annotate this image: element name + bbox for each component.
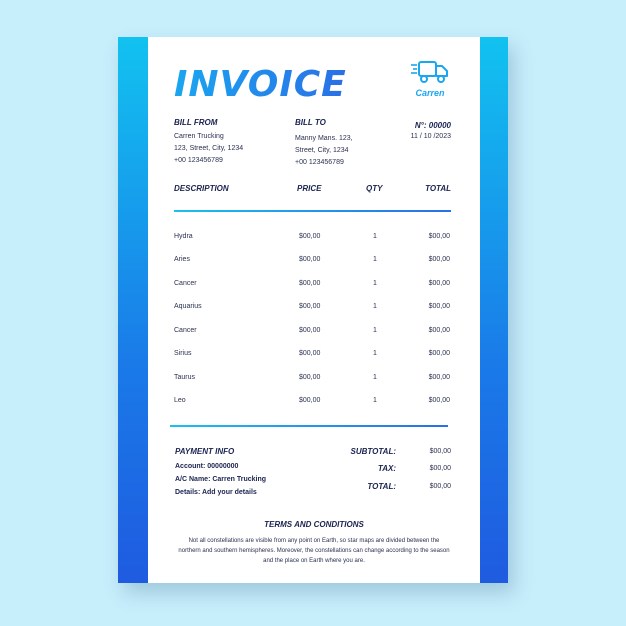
subtotal-value: $00,00 [429,448,451,455]
total-value: $00,00 [429,483,451,490]
bill-to-label: BILL TO [295,118,326,127]
invoice-title: INVOICE [174,64,347,105]
row-description: Taurus [174,374,196,381]
table-row [174,397,452,409]
row-qty: 1 [373,303,377,310]
row-total: $00,00 [428,303,450,310]
bill-to-line-1: Manny Mans. 123, [295,135,353,142]
payment-account: Account: 00000000 [175,463,239,470]
row-qty: 1 [373,374,377,381]
bill-from-label: BILL FROM [174,118,218,127]
row-qty: 1 [373,256,377,263]
row-description: Cancer [174,280,197,287]
row-price: $00,00 [299,280,321,287]
header-price: PRICE [297,184,322,193]
row-price: $00,00 [299,256,321,263]
bill-to-line-3: +00 123456789 [295,159,344,166]
row-qty: 1 [373,280,377,287]
total-label: TOTAL: [367,482,396,491]
tax-label: TAX: [377,464,396,473]
row-description: Cancer [174,327,197,334]
payment-info-label: PAYMENT INFO [175,447,235,456]
row-total: $00,00 [428,397,450,404]
row-description: Aries [174,256,190,263]
truck-icon [410,59,450,85]
row-total: $00,00 [428,327,450,334]
row-qty: 1 [373,327,377,334]
bill-from-line-1: Carren Trucking [174,133,224,140]
table-row [174,280,452,292]
header-total: TOTAL [425,184,451,193]
row-price: $00,00 [299,374,321,381]
row-price: $00,00 [299,327,321,334]
table-row [174,233,452,245]
bill-to-line-2: Street, City, 1234 [295,147,349,154]
table-row [174,303,452,315]
invoice-date: 11 / 10 /2023 [410,133,451,140]
row-price: $00,00 [299,350,321,357]
header-divider [174,210,451,212]
subtotal-label: SUBTOTAL: [350,447,396,456]
brand-name: Carren [415,88,445,98]
invoice-number: N°: 00000 [414,121,451,130]
row-qty: 1 [373,350,377,357]
row-price: $00,00 [299,397,321,404]
row-qty: 1 [373,397,377,404]
row-qty: 1 [373,233,377,240]
row-price: $00,00 [299,303,321,310]
bill-from-line-2: 123, Street, City, 1234 [174,145,244,152]
table-row [174,374,452,386]
terms-title: TERMS AND CONDITIONS [264,520,364,529]
terms-text: Not all constellations are visible from any point on Earth, so star maps are divided between the northern and southern hemispheres. Moreover, the constellations can change according to the season and the place on Earth where you are. [178,538,450,564]
table-row [174,327,452,339]
tax-value: $00,00 [429,465,451,472]
items-divider [170,425,448,427]
row-description: Aquarius [174,303,202,310]
payment-ac-name: A/C Name: Carren Trucking [175,476,267,483]
row-total: $00,00 [428,374,450,381]
table-row [174,256,452,268]
row-total: $00,00 [428,233,450,240]
row-price: $00,00 [299,233,321,240]
payment-details: Details: Add your details [175,489,257,496]
table-row [174,350,452,362]
header-description: DESCRIPTION [174,184,229,193]
row-description: Hydra [174,233,193,240]
row-description: Leo [174,397,186,404]
row-description: Sirius [174,350,192,357]
row-total: $00,00 [428,350,450,357]
row-total: $00,00 [428,280,450,287]
header-qty: QTY [366,184,383,193]
row-total: $00,00 [428,256,450,263]
bill-from-line-3: +00 123456789 [174,157,223,164]
